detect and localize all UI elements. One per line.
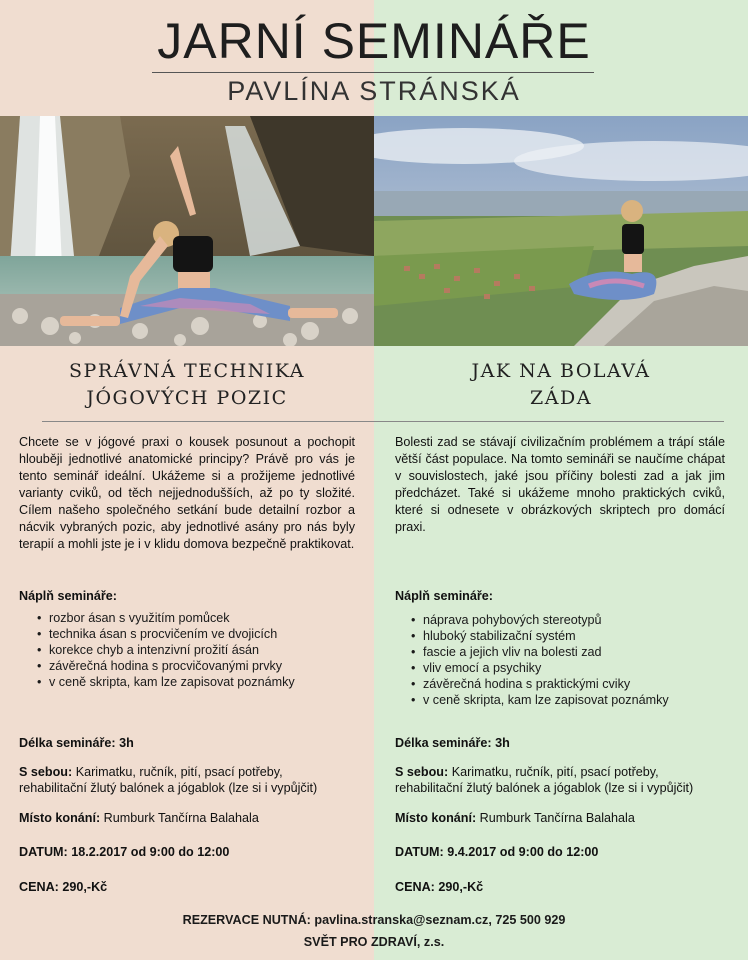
right-bring — [395, 764, 725, 796]
right-content-item: • fascie a jejich vliv na bolesti zad — [411, 644, 731, 660]
page-subtitle: PAVLÍNA STRÁNSKÁ — [227, 76, 521, 106]
left-bring — [19, 764, 349, 796]
reservation-line — [0, 913, 748, 927]
left-heading-line1: SPRÁVNÁ TECHNIKA — [69, 360, 305, 382]
right-date: DATUM: 9.4.2017 od 9:00 do 12:00 — [395, 845, 599, 859]
right-bring-label: S sebou: — [395, 765, 449, 779]
left-bring-label: S sebou: — [19, 765, 73, 779]
right-content-label: Náplň semináře: — [395, 589, 493, 603]
right-heading — [374, 358, 748, 412]
title-divider — [152, 72, 594, 73]
right-content-item: • v ceně skripta, kam lze zapisovat poznámky — [411, 692, 731, 708]
left-date: DATUM: 18.2.2017 od 9:00 do 12:00 — [19, 845, 230, 859]
left-place-value: Rumburk Tančírna Balahala — [103, 811, 259, 825]
left-content-item: • technika ásan s procvičením ve dvojicích — [37, 626, 357, 642]
right-content-item: • náprava pohybových stereotypů — [411, 612, 731, 628]
left-content-label: Náplň semináře: — [19, 589, 117, 603]
right-heading-line1: JAK NA BOLAVÁ — [471, 360, 651, 382]
left-content-item: • závěrečná hodina s procvičovanými prvky — [37, 658, 357, 674]
left-description: Chcete se v jógové praxi o kousek posunout a pochopit hlouběji jednotlivé anatomické principy? Právě pro vás je tento seminář ideální. Ukážeme si a prožijeme jednotlivé varianty cviků, od těch nejjednodušších, až po ty složité. Cílem našeho společného setkání bude detailní rozbor a nácvik vybraných pozic, aby jednotlivé asány pro nás byly terapií a mohli jste je i v klidu domova bezpečně praktikovat. — [19, 435, 355, 551]
right-content-item: • hluboký stabilizační systém — [411, 628, 731, 644]
left-content-item: • rozbor ásan s využitím pomůcek — [37, 610, 357, 626]
left-duration: Délka semináře: 3h — [19, 736, 134, 750]
right-content-item: • závěrečná hodina s praktickými cviky — [411, 676, 731, 692]
left-heading — [0, 358, 374, 412]
right-place — [395, 810, 725, 826]
right-price: CENA: 290,-Kč — [395, 880, 484, 894]
landscape-yoga-photo — [374, 116, 748, 346]
right-duration: Délka semináře: 3h — [395, 736, 510, 750]
left-place-label: Místo konání: — [19, 811, 101, 825]
right-place-label: Místo konání: — [395, 811, 477, 825]
left-price: CENA: 290,-Kč — [19, 880, 108, 894]
page-title: JARNÍ SEMINÁŘE — [157, 13, 591, 69]
reservation-contact[interactable]: pavlina.stranska@seznam.cz, 725 500 929 — [314, 913, 566, 927]
right-content-list — [411, 612, 731, 708]
organization-name: SVĚT PRO ZDRAVÍ, z.s. — [303, 935, 445, 949]
left-place — [19, 810, 349, 826]
waterfall-yoga-photo — [0, 116, 374, 346]
right-place-value: Rumburk Tančírna Balahala — [479, 811, 635, 825]
left-content-item: • korekce chyb a intenzivní prožití ásán — [37, 642, 357, 658]
section-divider — [42, 421, 724, 422]
right-heading-line2: ZÁDA — [530, 387, 592, 409]
left-bring-value: Karimatku, ručník, pití, psací potřeby, rehabilitační žlutý balónek a jógablok (lze si i vypůjčit) — [19, 765, 318, 795]
right-content-item: • vliv emocí a psychiky — [411, 660, 731, 676]
reservation-label: REZERVACE NUTNÁ: — [182, 913, 311, 927]
left-heading-line2: JÓGOVÝCH POZIC — [86, 387, 288, 409]
left-content-item: • v ceně skripta, kam lze zapisovat poznámky — [37, 674, 357, 690]
right-bring-value: Karimatku, ručník, pití, psací potřeby, rehabilitační žlutý balónek a jógablok (lze si i vypůjčit) — [395, 765, 694, 795]
left-content-list — [37, 610, 357, 690]
right-description: Bolesti zad se stávají civilizačním problémem a trápí stále větší část populace. Na tomto semináři se naučíme chápat v souvislostech, jaké jsou příčiny bolesti zad a jak jim předcházet. Také si ukážeme mnoho praktických cviků, které si odnesete v obrázkových skriptech pro domácí praxi. — [395, 435, 725, 534]
